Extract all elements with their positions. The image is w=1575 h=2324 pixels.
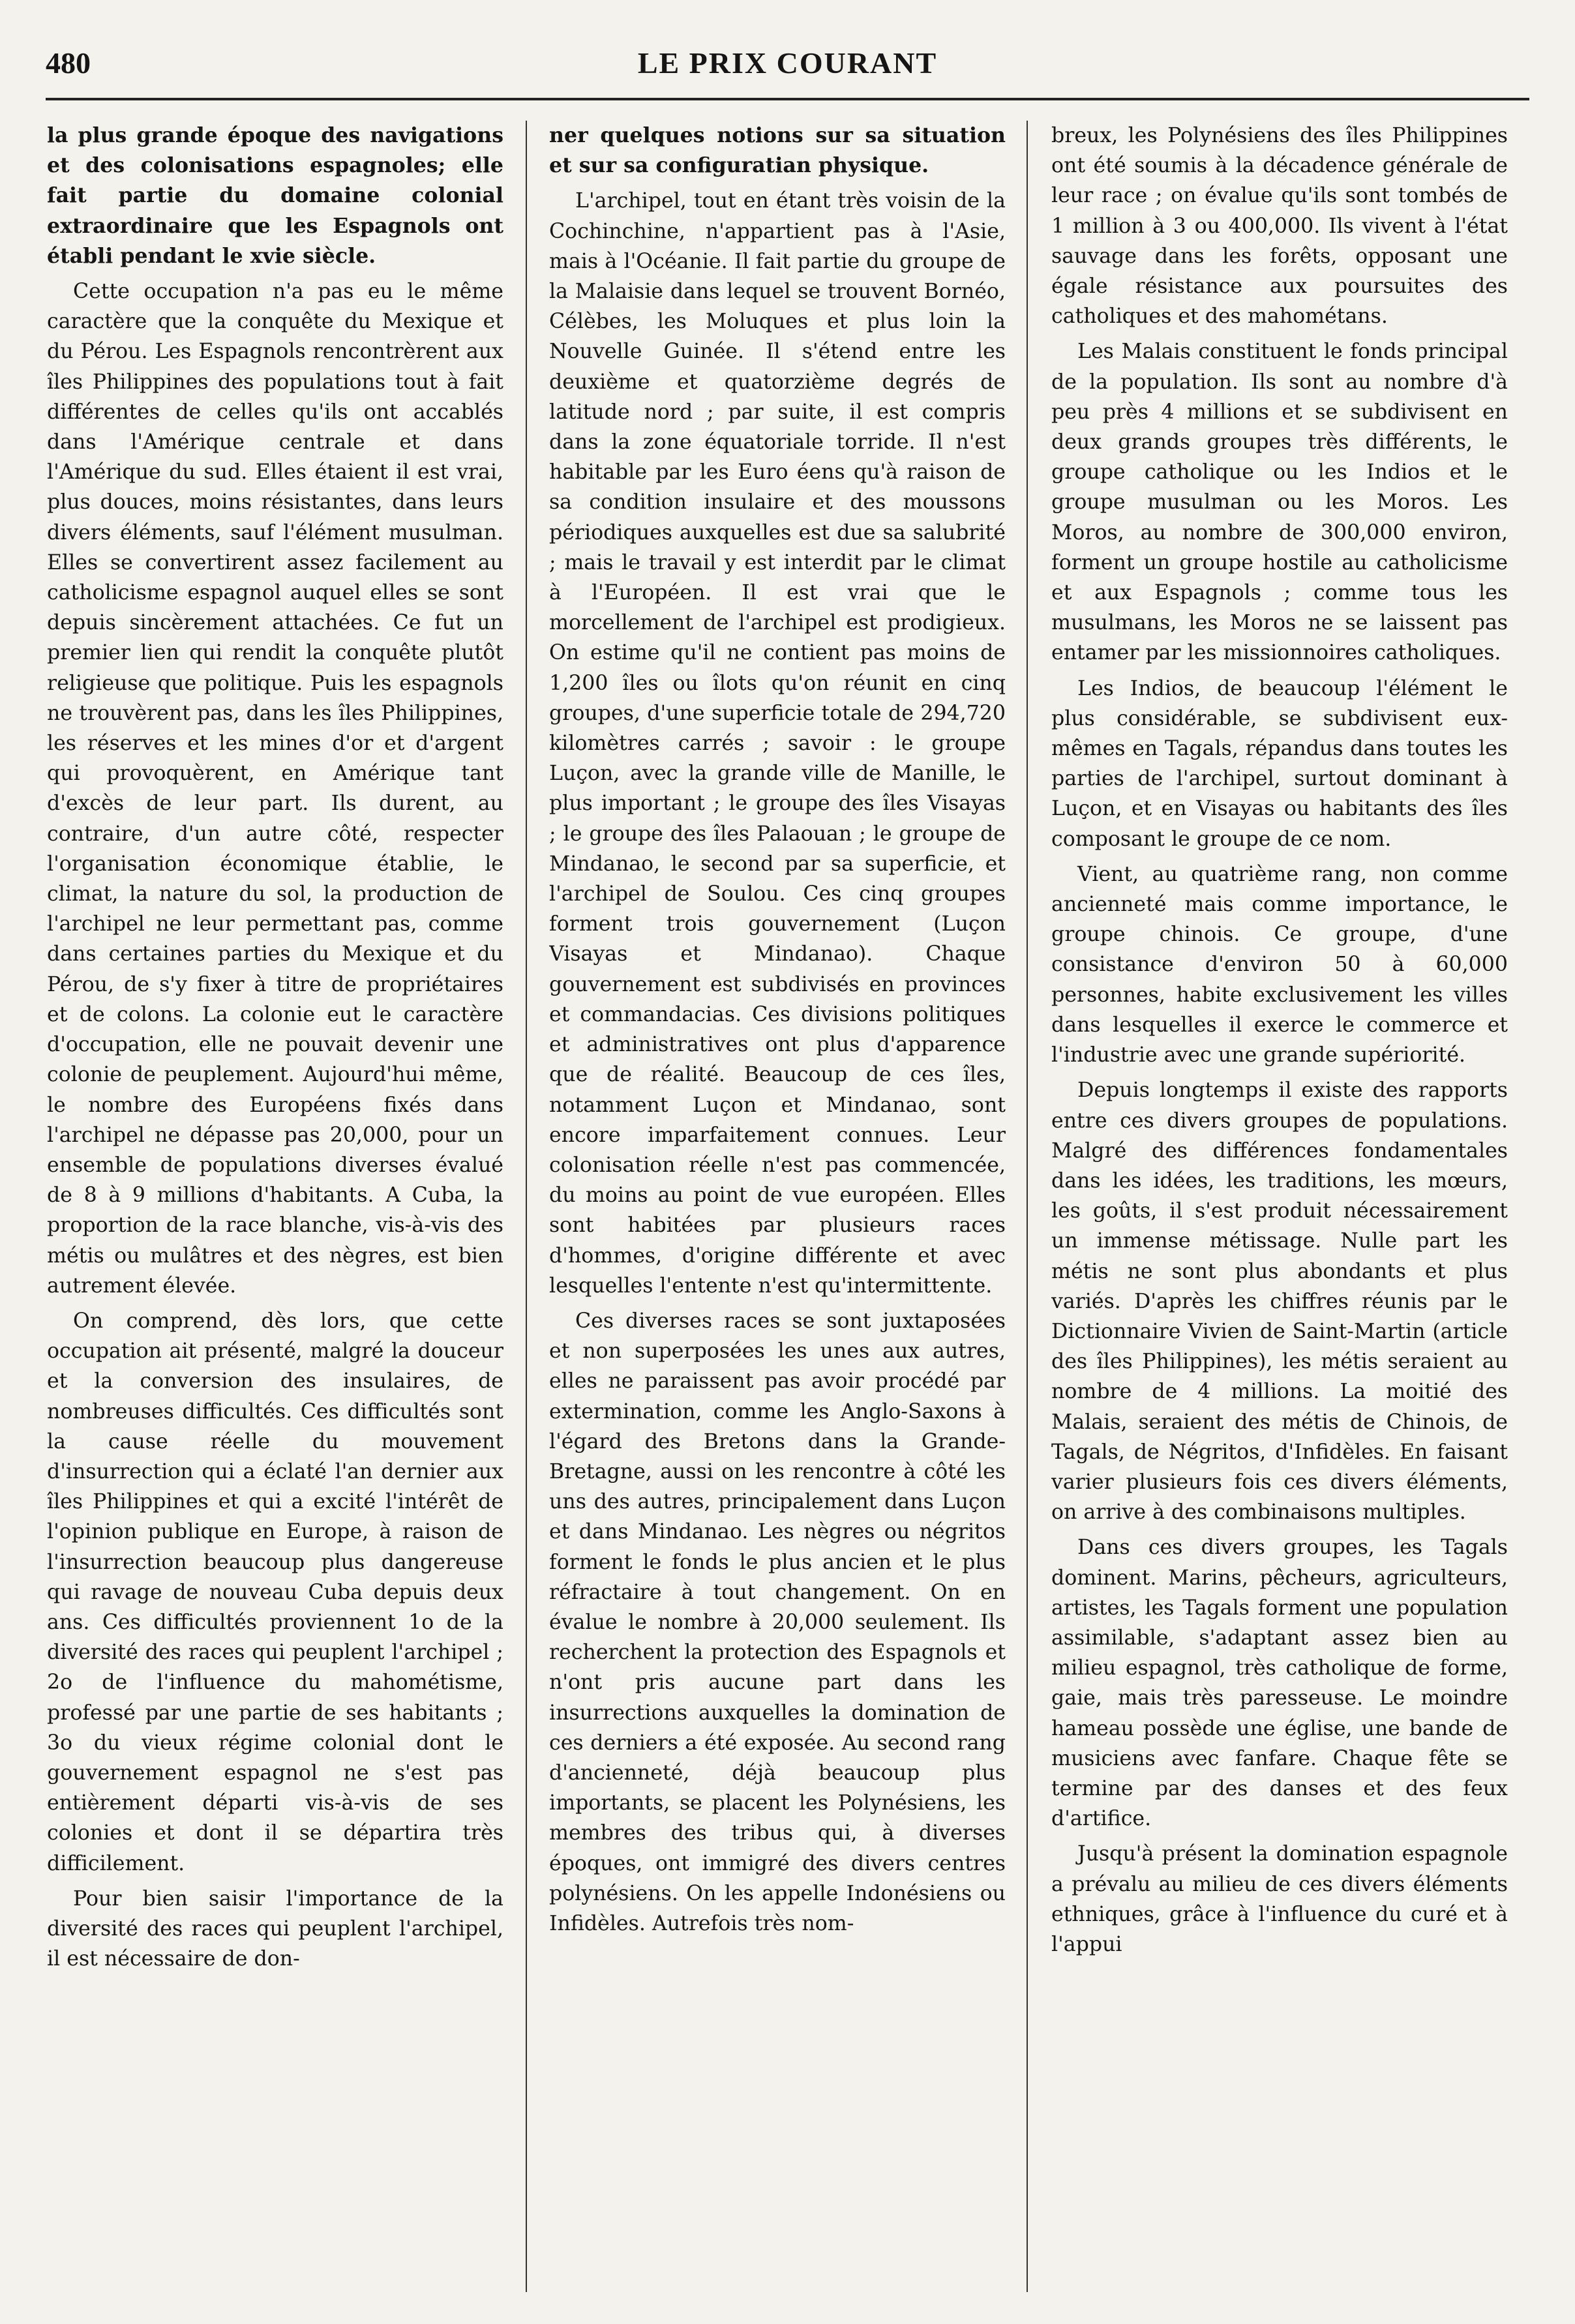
paragraph: Ces diverses races se sont juxtaposées et non superposées les unes aux autres, elles ne paraissent pas avoir procédé par extermination, comme les Anglo-Saxons à l'égard des Bretons dans la Grande-Bretagne, aussi on les rencontre à côté les uns des autres, principalement dans Luçon et dans Mindanao. Les nègres ou négritos forment le fonds le plus ancien et le plus réfractaire à tout changement. On en évalue le nombre à 20,000 seulement. Ils recherchent la protection des Espagnols et n'ont pris aucune part dans les insurrections auxquelles la domination de ces derniers a été exposée. Au second rang d'ancienneté, déjà beaucoup plus importants, se placent les Polynésiens, les membres des tribus qui, à diverses époques, ont immigré des divers centres polynésiens. On les appelle Indonésiens ou Infidèles. Autrefois très nom- [549, 1309, 1006, 1935]
column-divider [526, 121, 527, 2292]
running-title: LE PRIX COURANT [637, 46, 938, 80]
paragraph: Pour bien saisir l'importance de la diversité des races qui peuplent l'archipel, il est nécessaire de don- [47, 1886, 503, 1971]
paragraph: L'archipel, tout en étant très voisin de la Cochinchine, n'appartient pas à l'Asie, mais à l'Océanie. Il fait partie du groupe de la Malaisie dans lequel se trouvent Bornéo, Célèbes, les Moluques et plus loin la Nouvelle Guinée. Il s'étend entre les deuxième et quatorzième degrés de latitude nord ; par suite, il est compris dans la zone équatoriale torride. Il n'est habitable par les Euro éens qu'à raison de sa condition insulaire et des moussons périodiques auxquelles est due sa salubrité ; mais le travail y est interdit par le climat à l'Européen. Il est vrai que le morcellement de l'archipel est prodigieux. On estime qu'il ne contient pas moins de 1,200 îles ou îlots qu'on réunit en cinq groupes, d'une superficie totale de 294,720 kilomètres carrés ; savoir : le groupe Luçon, avec la grande ville de Manille, le plus important ; le groupe des îles Visayas ; le groupe des îles Palaouan ; le groupe de Mindanao, le second par sa superficie, et l'archipel de Soulou. Ces cinq groupes forment trois gouvernement (Luçon Visayas et Mindanao). Chaque gouvernement est subdivisés en provinces et commandacias. Ces divisions politiques et administratives ont plus d'apparence que de réalité. Beaucoup de ces îles, notamment Luçon et Mindanao, sont encore imparfaitement connues. Leur colonisation réelle n'est pas commencée, du moins au point de vue européen. Elles sont habitées par plusieurs races d'hommes, d'origine différente et avec lesquelles l'entente n'est qu'intermittente. [549, 189, 1006, 1298]
column-2 [549, 121, 1006, 2299]
column-1 [47, 121, 503, 2299]
paragraph: ner quelques notions sur sa situation et sur sa configuratian physique. [549, 123, 1006, 178]
header-rule [46, 98, 1529, 100]
column-divider [1027, 121, 1028, 2292]
paragraph: la plus grande époque des navigations et des colonisations espagnoles; elle fait partie du domaine colonial extraordinaire que les Espagnols ont établi pendant le xvie siècle. [47, 123, 503, 268]
page-number: 480 [46, 46, 91, 80]
paragraph: Les Indios, de beaucoup l'élément le plus considérable, se subdivisent eux-mêmes en Tagals, répandus dans toutes les parties de l'archipel, surtout dominant à Luçon, et en Visayas ou habitants des îles composant le groupe de ce nom. [1051, 676, 1508, 851]
paragraph: Les Malais constituent le fonds principal de la population. Ils sont au nombre d'à peu près 4 millions et se subdivisent en deux grands groupes très différents, le groupe catholique ou les Indios et le groupe musulman ou les Moros. Les Moros, au nombre de 300,000 environ, forment un groupe hostile au catholicisme et aux Espagnols ; comme tous les musulmans, les Moros ne se laissent pas entamer par les missionnoires catholiques. [1051, 340, 1508, 665]
paragraph: Cette occupation n'a pas eu le même caractère que la conquête du Mexique et du Pérou. Les Espagnols rencontrèrent aux îles Philippines des populations tout à fait différentes de celles qu'ils ont accablés dans l'Amérique centrale et dans l'Amérique du sud. Elles étaient il est vrai, plus douces, moins résistantes, dans leurs divers éléments, sauf l'élément musulman. Elles se convertirent assez facilement au catholicisme espagnol auquel elles se sont depuis sincèrement attachées. Ce fut un premier lien qui rendit la conquête plutôt religieuse que politique. Puis les espagnols ne trouvèrent pas, dans les îles Philippines, les réserves et les mines d'or et d'argent qui provoquèrent, en Amérique tant d'excès de leur part. Ils durent, au contraire, d'un autre côté, respecter l'organisation économique établie, le climat, la nature du sol, la production de l'archipel ne leur permettant pas, comme dans certaines parties du Mexique et du Pérou, de s'y fixer à titre de propriétaires et de colons. La colonie eut le caractère d'occupation, elle ne pouvait devenir une colonie de peuplement. Aujourd'hui même, le nombre des Européens fixés dans l'archipel ne dépasse pas 20,000, pour un ensemble de populations diverses évalué de 8 à 9 millions d'habitants. A Cuba, la proportion de la race blanche, vis-à-vis des métis ou mulâtres et des nègres, est bien autrement élevée. [47, 280, 503, 1298]
paragraph: Vient, au quatrième rang, non comme ancienneté mais comme importance, le groupe chinois. Ce groupe, d'une consistance d'environ 50 à 60,000 personnes, habite exclusivement les villes dans lesquelles il exerce le commerce et l'industrie avec une grande supériorité. [1051, 862, 1508, 1067]
page-header [46, 46, 1529, 104]
paragraph: breux, les Polynésiens des îles Philippines ont été soumis à la décadence générale de leur race ; on évalue qu'ils sont tombés de 1 million à 3 ou 400,000. Ils vivent à l'état sauvage dans les forêts, opposant une égale résistance aux poursuites des catholiques et des mahométans. [1051, 124, 1508, 329]
paragraph: Jusqu'à présent la domination espagnole a prévalu au milieu de ces divers éléments ethniques, grâce à l'influence du curé et à l'appui [1051, 1842, 1508, 1956]
paragraph: Depuis longtemps il existe des rapports entre ces divers groupes de populations. Malgré des différences fondamentales dans les idées, les traditions, les mœurs, les goûts, il s'est produit nécessairement un immense métissage. Nulle part les métis ne sont plus abondants et plus variés. D'après les chiffres réunis par le Dictionnaire Vivien de Saint-Martin (article des îles Philippines), les métis seraient au nombre de 4 millions. La moitié des Malais, seraient des métis de Chinois, de Tagals, de Négritos, d'Infidèles. En faisant varier plusieurs fois ces divers éléments, on arrive à des combinaisons multiples. [1051, 1079, 1508, 1525]
paragraph: On comprend, dès lors, que cette occupation ait présenté, malgré la douceur et la conversion des insulaires, de nombreuses difficultés. Ces difficultés sont la cause réelle du mouvement d'insurrection qui a éclaté l'an dernier aux îles Philippines et qui a excité l'intérêt de l'opinion publique en Europe, à raison de l'insurrection beaucoup plus dangereuse qui ravage de nouveau Cuba depuis deux ans. Ces difficultés proviennent 1o de la diversité des races qui peuplent l'archipel ; 2o de l'influence du mahométisme, professé par une partie de ses habitants ; 3o du vieux régime colonial dont le gouvernement espagnol ne s'est pas entièrement départi vis-à-vis de ses colonies et dont il se départira très difficilement. [47, 1309, 503, 1875]
column-3 [1051, 121, 1508, 2299]
paragraph: Dans ces divers groupes, les Tagals dominent. Marins, pêcheurs, agriculteurs, artistes, les Tagals forment une population assimilable, s'adaptant assez bien au milieu espagnol, très catholique de forme, gaie, mais très paresseuse. Le moindre hameau possède une église, une bande de musiciens avec fanfare. Chaque fête se termine par des danses et des feux d'artifice. [1051, 1536, 1508, 1831]
